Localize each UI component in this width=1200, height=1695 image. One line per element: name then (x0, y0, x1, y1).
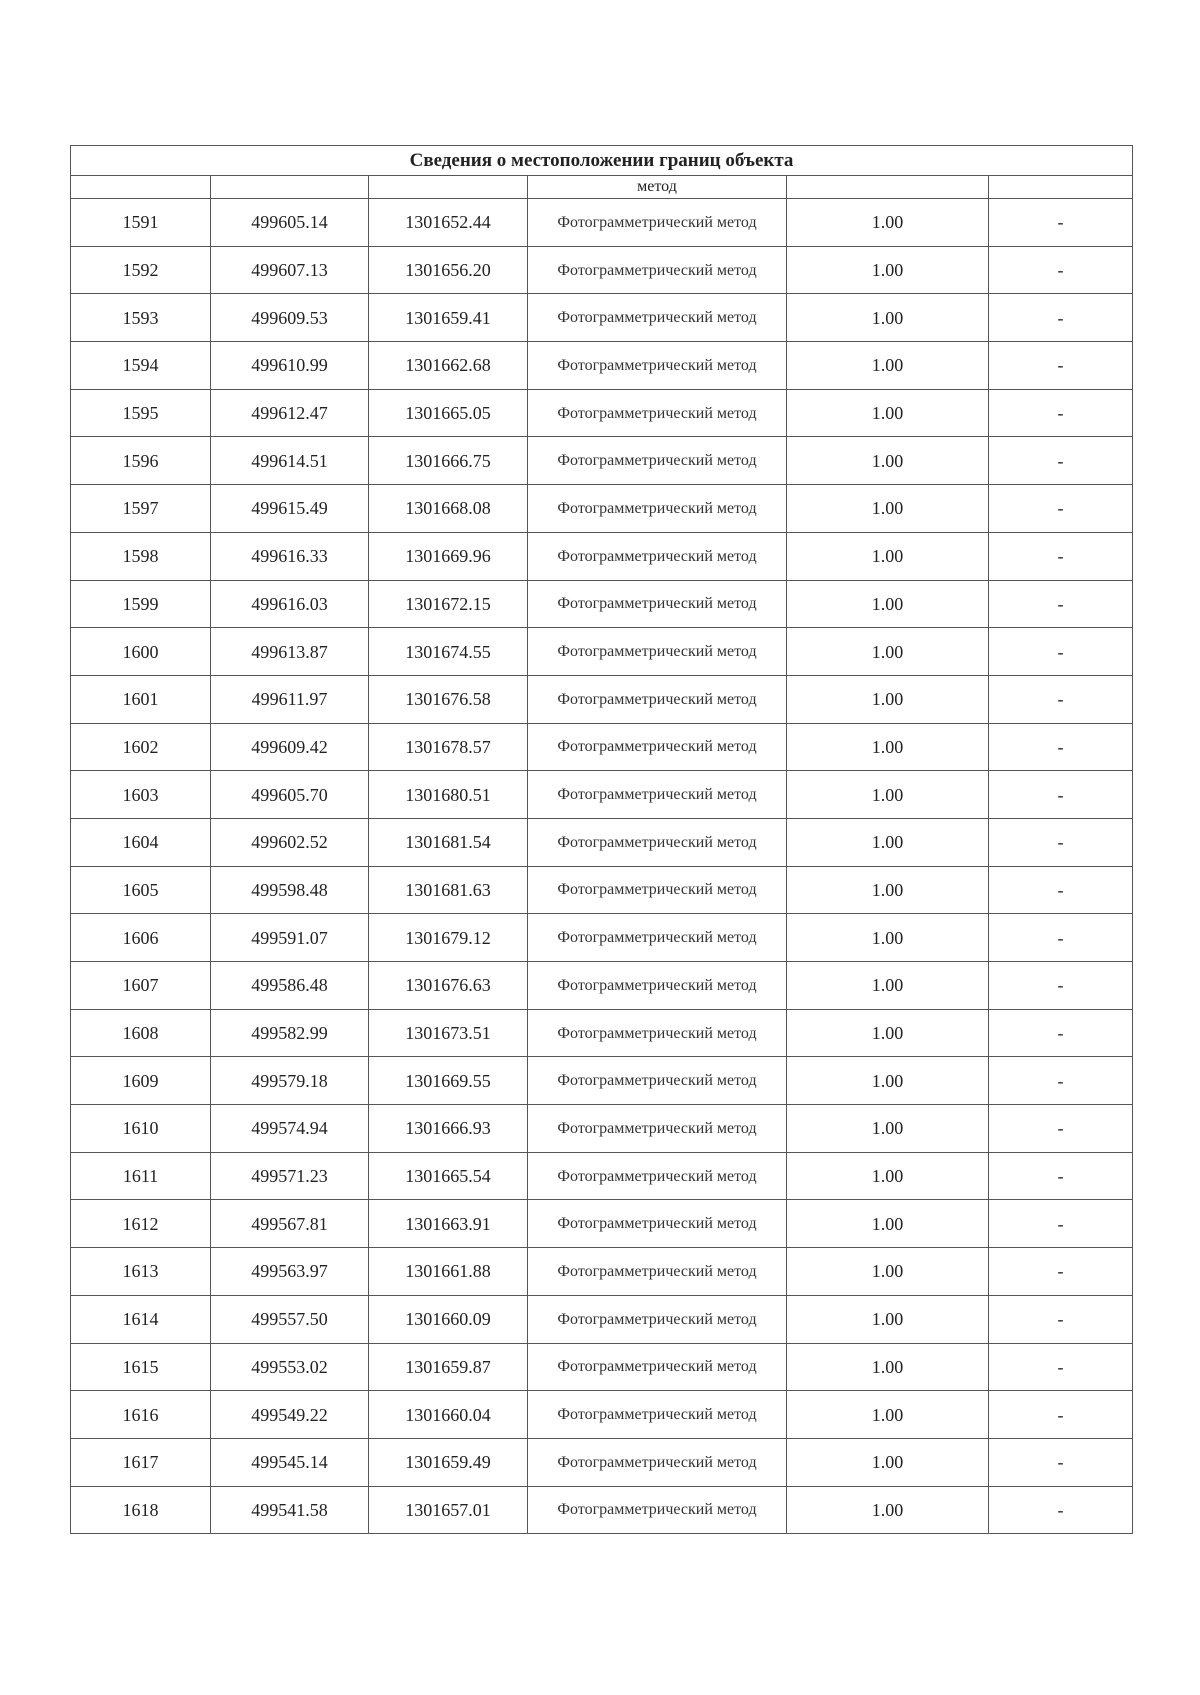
accuracy-cell: 1.00 (787, 675, 989, 723)
method-cell: Фотограмметрический метод (528, 914, 787, 962)
description-cell: - (989, 389, 1133, 437)
y-coordinate-cell: 1301680.51 (369, 771, 528, 819)
x-coordinate-cell: 499609.53 (211, 294, 369, 342)
x-coordinate-cell: 499553.02 (211, 1343, 369, 1391)
table-row (71, 199, 1133, 247)
table-row (71, 437, 1133, 485)
accuracy-cell: 1.00 (787, 294, 989, 342)
method-cell: Фотограмметрический метод (528, 1295, 787, 1343)
description-cell: - (989, 532, 1133, 580)
point-number-cell: 1616 (71, 1391, 211, 1439)
y-coordinate-cell: 1301679.12 (369, 914, 528, 962)
accuracy-cell: 1.00 (787, 628, 989, 676)
point-number-cell: 1600 (71, 628, 211, 676)
x-coordinate-cell: 499541.58 (211, 1486, 369, 1534)
description-cell: - (989, 914, 1133, 962)
method-cell: Фотограмметрический метод (528, 675, 787, 723)
description-cell: - (989, 771, 1133, 819)
point-number-cell: 1604 (71, 818, 211, 866)
method-cell: Фотограмметрический метод (528, 580, 787, 628)
y-coordinate-cell: 1301666.93 (369, 1105, 528, 1153)
x-coordinate-cell: 499605.70 (211, 771, 369, 819)
x-coordinate-cell: 499571.23 (211, 1152, 369, 1200)
point-number-cell: 1598 (71, 532, 211, 580)
point-number-cell: 1612 (71, 1200, 211, 1248)
description-cell: - (989, 1486, 1133, 1534)
method-cell: Фотограмметрический метод (528, 1105, 787, 1153)
accuracy-cell: 1.00 (787, 1248, 989, 1296)
method-cell: Фотограмметрический метод (528, 1057, 787, 1105)
table-row (71, 628, 1133, 676)
y-coordinate-cell: 1301656.20 (369, 246, 528, 294)
table-row (71, 675, 1133, 723)
description-cell: - (989, 294, 1133, 342)
table-row (71, 771, 1133, 819)
table-row (71, 1391, 1133, 1439)
x-coordinate-cell: 499582.99 (211, 1009, 369, 1057)
accuracy-cell: 1.00 (787, 199, 989, 247)
y-coordinate-cell: 1301676.58 (369, 675, 528, 723)
accuracy-cell: 1.00 (787, 1200, 989, 1248)
x-coordinate-cell: 499616.33 (211, 532, 369, 580)
description-cell: - (989, 437, 1133, 485)
description-cell: - (989, 1248, 1133, 1296)
x-coordinate-cell: 499574.94 (211, 1105, 369, 1153)
method-cell: Фотограмметрический метод (528, 1152, 787, 1200)
y-coordinate-cell: 1301660.09 (369, 1295, 528, 1343)
description-cell: - (989, 1438, 1133, 1486)
description-cell: - (989, 580, 1133, 628)
x-coordinate-cell: 499607.13 (211, 246, 369, 294)
table-row (71, 1057, 1133, 1105)
point-number-cell: 1607 (71, 962, 211, 1010)
point-number-cell: 1605 (71, 866, 211, 914)
method-cell: Фотограмметрический метод (528, 437, 787, 485)
method-cell: Фотограмметрический метод (528, 1343, 787, 1391)
method-cell: Фотограмметрический метод (528, 532, 787, 580)
x-coordinate-cell: 499616.03 (211, 580, 369, 628)
accuracy-cell: 1.00 (787, 1343, 989, 1391)
accuracy-cell: 1.00 (787, 246, 989, 294)
method-cell: Фотограмметрический метод (528, 485, 787, 533)
table-row (71, 1438, 1133, 1486)
method-cell: Фотограмметрический метод (528, 1438, 787, 1486)
x-coordinate-cell: 499567.81 (211, 1200, 369, 1248)
x-coordinate-cell: 499611.97 (211, 675, 369, 723)
description-cell: - (989, 818, 1133, 866)
x-coordinate-cell: 499586.48 (211, 962, 369, 1010)
point-number-cell: 1606 (71, 914, 211, 962)
y-coordinate-cell: 1301681.63 (369, 866, 528, 914)
point-number-cell: 1610 (71, 1105, 211, 1153)
point-number-cell: 1618 (71, 1486, 211, 1534)
y-coordinate-cell: 1301674.55 (369, 628, 528, 676)
point-number-cell: 1593 (71, 294, 211, 342)
point-number-cell: 1599 (71, 580, 211, 628)
method-cell: Фотограмметрический метод (528, 246, 787, 294)
accuracy-cell: 1.00 (787, 962, 989, 1010)
point-number-cell: 1609 (71, 1057, 211, 1105)
accuracy-cell: 1.00 (787, 1295, 989, 1343)
description-cell: - (989, 1343, 1133, 1391)
table-row (71, 485, 1133, 533)
point-number-cell: 1592 (71, 246, 211, 294)
accuracy-cell: 1.00 (787, 723, 989, 771)
accuracy-cell: 1.00 (787, 342, 989, 390)
table-row (71, 246, 1133, 294)
accuracy-cell: 1.00 (787, 1486, 989, 1534)
method-cell: Фотограмметрический метод (528, 1391, 787, 1439)
point-number-cell: 1613 (71, 1248, 211, 1296)
accuracy-cell: 1.00 (787, 1009, 989, 1057)
table-row (71, 723, 1133, 771)
description-cell: - (989, 485, 1133, 533)
continuation-cell (989, 176, 1133, 199)
method-cell: Фотограмметрический метод (528, 1009, 787, 1057)
point-number-cell: 1601 (71, 675, 211, 723)
description-cell: - (989, 1057, 1133, 1105)
method-cell: Фотограмметрический метод (528, 199, 787, 247)
description-cell: - (989, 342, 1133, 390)
x-coordinate-cell: 499615.49 (211, 485, 369, 533)
method-cell: Фотограмметрический метод (528, 962, 787, 1010)
accuracy-cell: 1.00 (787, 914, 989, 962)
y-coordinate-cell: 1301661.88 (369, 1248, 528, 1296)
table-row (71, 1295, 1133, 1343)
x-coordinate-cell: 499612.47 (211, 389, 369, 437)
accuracy-cell: 1.00 (787, 866, 989, 914)
x-coordinate-cell: 499602.52 (211, 818, 369, 866)
table-row (71, 532, 1133, 580)
point-number-cell: 1602 (71, 723, 211, 771)
point-number-cell: 1597 (71, 485, 211, 533)
accuracy-cell: 1.00 (787, 1152, 989, 1200)
table-title: Сведения о местоположении границ объекта (71, 146, 1133, 176)
x-coordinate-cell: 499610.99 (211, 342, 369, 390)
y-coordinate-cell: 1301659.41 (369, 294, 528, 342)
table-row (71, 1009, 1133, 1057)
point-number-cell: 1608 (71, 1009, 211, 1057)
description-cell: - (989, 199, 1133, 247)
method-cell: Фотограмметрический метод (528, 342, 787, 390)
table-row (71, 962, 1133, 1010)
y-coordinate-cell: 1301657.01 (369, 1486, 528, 1534)
continuation-cell (369, 176, 528, 199)
continuation-cell (787, 176, 989, 199)
accuracy-cell: 1.00 (787, 437, 989, 485)
x-coordinate-cell: 499557.50 (211, 1295, 369, 1343)
description-cell: - (989, 1391, 1133, 1439)
method-cell: Фотограмметрический метод (528, 389, 787, 437)
table-row (71, 1105, 1133, 1153)
accuracy-cell: 1.00 (787, 1391, 989, 1439)
x-coordinate-cell: 499579.18 (211, 1057, 369, 1105)
y-coordinate-cell: 1301668.08 (369, 485, 528, 533)
x-coordinate-cell: 499545.14 (211, 1438, 369, 1486)
continuation-cell (71, 176, 211, 199)
point-number-cell: 1595 (71, 389, 211, 437)
x-coordinate-cell: 499609.42 (211, 723, 369, 771)
y-coordinate-cell: 1301663.91 (369, 1200, 528, 1248)
y-coordinate-cell: 1301673.51 (369, 1009, 528, 1057)
method-cell: Фотограмметрический метод (528, 771, 787, 819)
method-cell: Фотограмметрический метод (528, 866, 787, 914)
table-row (71, 1343, 1133, 1391)
y-coordinate-cell: 1301662.68 (369, 342, 528, 390)
method-cell: Фотограмметрический метод (528, 1486, 787, 1534)
continuation-row (71, 176, 1133, 199)
accuracy-cell: 1.00 (787, 1438, 989, 1486)
description-cell: - (989, 1009, 1133, 1057)
x-coordinate-cell: 499549.22 (211, 1391, 369, 1439)
point-number-cell: 1596 (71, 437, 211, 485)
description-cell: - (989, 675, 1133, 723)
description-cell: - (989, 1105, 1133, 1153)
accuracy-cell: 1.00 (787, 580, 989, 628)
point-number-cell: 1611 (71, 1152, 211, 1200)
table-row (71, 580, 1133, 628)
point-number-cell: 1591 (71, 199, 211, 247)
table-row (71, 1248, 1133, 1296)
accuracy-cell: 1.00 (787, 485, 989, 533)
table-title-row (71, 146, 1133, 176)
point-number-cell: 1603 (71, 771, 211, 819)
y-coordinate-cell: 1301672.15 (369, 580, 528, 628)
accuracy-cell: 1.00 (787, 771, 989, 819)
accuracy-cell: 1.00 (787, 389, 989, 437)
accuracy-cell: 1.00 (787, 532, 989, 580)
method-cell: Фотограмметрический метод (528, 294, 787, 342)
point-number-cell: 1594 (71, 342, 211, 390)
table-row (71, 866, 1133, 914)
point-number-cell: 1617 (71, 1438, 211, 1486)
method-cell: Фотограмметрический метод (528, 1200, 787, 1248)
y-coordinate-cell: 1301681.54 (369, 818, 528, 866)
table-row (71, 1152, 1133, 1200)
boundary-coordinates-table (70, 145, 1133, 1534)
description-cell: - (989, 1200, 1133, 1248)
y-coordinate-cell: 1301665.54 (369, 1152, 528, 1200)
method-cell: Фотограмметрический метод (528, 628, 787, 676)
x-coordinate-cell: 499563.97 (211, 1248, 369, 1296)
accuracy-cell: 1.00 (787, 1057, 989, 1105)
x-coordinate-cell: 499598.48 (211, 866, 369, 914)
description-cell: - (989, 1295, 1133, 1343)
accuracy-cell: 1.00 (787, 818, 989, 866)
continuation-cell: метод (528, 176, 787, 199)
table-row (71, 1486, 1133, 1534)
method-cell: Фотограмметрический метод (528, 1248, 787, 1296)
x-coordinate-cell: 499605.14 (211, 199, 369, 247)
method-cell: Фотограмметрический метод (528, 723, 787, 771)
x-coordinate-cell: 499614.51 (211, 437, 369, 485)
table-row (71, 1200, 1133, 1248)
method-cell: Фотограмметрический метод (528, 818, 787, 866)
table-row (71, 294, 1133, 342)
description-cell: - (989, 628, 1133, 676)
description-cell: - (989, 246, 1133, 294)
point-number-cell: 1615 (71, 1343, 211, 1391)
description-cell: - (989, 866, 1133, 914)
y-coordinate-cell: 1301676.63 (369, 962, 528, 1010)
table-row (71, 342, 1133, 390)
y-coordinate-cell: 1301669.55 (369, 1057, 528, 1105)
y-coordinate-cell: 1301660.04 (369, 1391, 528, 1439)
y-coordinate-cell: 1301652.44 (369, 199, 528, 247)
x-coordinate-cell: 499613.87 (211, 628, 369, 676)
table-row (71, 914, 1133, 962)
y-coordinate-cell: 1301659.49 (369, 1438, 528, 1486)
continuation-cell (211, 176, 369, 199)
y-coordinate-cell: 1301669.96 (369, 532, 528, 580)
table-row (71, 818, 1133, 866)
y-coordinate-cell: 1301678.57 (369, 723, 528, 771)
description-cell: - (989, 723, 1133, 771)
y-coordinate-cell: 1301666.75 (369, 437, 528, 485)
point-number-cell: 1614 (71, 1295, 211, 1343)
table-row (71, 389, 1133, 437)
y-coordinate-cell: 1301665.05 (369, 389, 528, 437)
accuracy-cell: 1.00 (787, 1105, 989, 1153)
description-cell: - (989, 1152, 1133, 1200)
y-coordinate-cell: 1301659.87 (369, 1343, 528, 1391)
description-cell: - (989, 962, 1133, 1010)
x-coordinate-cell: 499591.07 (211, 914, 369, 962)
document-page (70, 145, 1132, 1534)
